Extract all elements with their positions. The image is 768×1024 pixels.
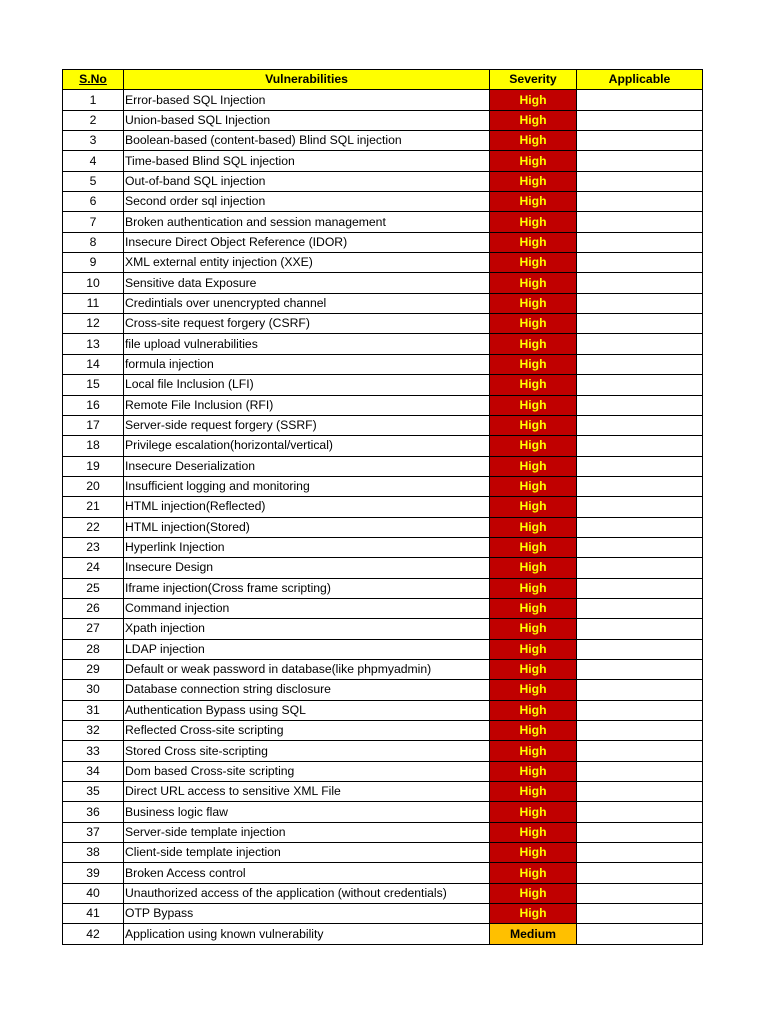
table-row [63,598,703,618]
table-row [63,192,703,212]
applicable-cell[interactable] [577,578,703,598]
vulnerability-cell[interactable]: Cross-site request forgery (CSRF) [124,314,490,334]
severity-cell[interactable]: High [490,659,577,679]
applicable-cell[interactable] [577,680,703,700]
table-row [63,761,703,781]
table-row [63,741,703,761]
severity-cell[interactable]: High [490,476,577,496]
table-row [63,476,703,496]
vulnerability-cell[interactable]: Out-of-band SQL injection [124,171,490,191]
severity-cell[interactable]: High [490,761,577,781]
applicable-cell[interactable] [577,883,703,903]
vulnerability-cell[interactable]: Sensitive data Exposure [124,273,490,293]
table-row [63,436,703,456]
sno-cell[interactable]: 18 [63,436,124,456]
sno-cell[interactable]: 22 [63,517,124,537]
applicable-cell[interactable] [577,110,703,130]
applicable-cell[interactable] [577,476,703,496]
table-row [63,619,703,639]
table-body [63,90,703,944]
severity-cell[interactable]: High [490,354,577,374]
severity-cell[interactable]: High [490,151,577,171]
severity-cell[interactable]: High [490,212,577,232]
vulnerabilities-header[interactable]: Vulnerabilities [124,70,490,90]
table-row [63,558,703,578]
severity-cell[interactable]: High [490,558,577,578]
severity-cell[interactable]: High [490,456,577,476]
sno-cell[interactable]: 5 [63,171,124,191]
applicable-cell[interactable] [577,497,703,517]
applicable-cell[interactable] [577,782,703,802]
header-row [63,70,703,90]
table-row [63,639,703,659]
applicable-cell[interactable] [577,212,703,232]
table-row [63,700,703,720]
severity-cell[interactable]: High [490,680,577,700]
sno-cell[interactable]: 2 [63,110,124,130]
applicable-cell[interactable] [577,456,703,476]
applicable-cell[interactable] [577,822,703,842]
applicable-cell[interactable] [577,334,703,354]
table-row [63,415,703,435]
severity-cell[interactable]: High [490,415,577,435]
severity-cell[interactable]: High [490,293,577,313]
applicable-cell[interactable] [577,131,703,151]
sno-cell[interactable]: 15 [63,375,124,395]
vulnerability-cell[interactable]: Client-side template injection [124,843,490,863]
vulnerability-cell[interactable]: Insufficient logging and monitoring [124,476,490,496]
vulnerability-cell[interactable]: Application using known vulnerability [124,924,490,944]
sno-cell[interactable]: 31 [63,700,124,720]
sno-cell[interactable]: 42 [63,924,124,944]
vulnerability-cell[interactable]: Direct URL access to sensitive XML File [124,782,490,802]
sno-cell[interactable]: 12 [63,314,124,334]
table-row [63,334,703,354]
severity-cell[interactable]: High [490,253,577,273]
sno-cell[interactable]: 7 [63,212,124,232]
sno-cell[interactable]: 25 [63,578,124,598]
vulnerability-cell[interactable]: Local file Inclusion (LFI) [124,375,490,395]
table-row [63,680,703,700]
sno-cell[interactable]: 32 [63,721,124,741]
severity-cell[interactable]: High [490,802,577,822]
applicable-cell[interactable] [577,232,703,252]
applicable-cell[interactable] [577,436,703,456]
table-row [63,517,703,537]
applicable-cell[interactable] [577,517,703,537]
severity-cell[interactable]: High [490,782,577,802]
applicable-cell[interactable] [577,843,703,863]
vulnerability-cell[interactable]: Boolean-based (content-based) Blind SQL injection [124,131,490,151]
table-row [63,456,703,476]
applicable-cell[interactable] [577,354,703,374]
vulnerability-cell[interactable]: Remote File Inclusion (RFI) [124,395,490,415]
sno-cell[interactable]: 28 [63,639,124,659]
table-row [63,293,703,313]
table-row [63,314,703,334]
severity-cell[interactable]: High [490,90,577,110]
sno-cell[interactable]: 37 [63,822,124,842]
vulnerability-cell[interactable]: Unauthorized access of the application (without credentials) [124,883,490,903]
severity-cell[interactable]: High [490,822,577,842]
sno-cell[interactable]: 17 [63,415,124,435]
vulnerability-cell[interactable]: Command injection [124,598,490,618]
applicable-cell[interactable] [577,639,703,659]
table-row [63,212,703,232]
severity-cell[interactable]: High [490,619,577,639]
sno-cell[interactable]: 10 [63,273,124,293]
vulnerability-cell[interactable]: file upload vulnerabilities [124,334,490,354]
applicable-cell[interactable] [577,659,703,679]
vulnerability-cell[interactable]: Broken Access control [124,863,490,883]
severity-cell[interactable]: Medium [490,924,577,944]
applicable-cell[interactable] [577,90,703,110]
sno-header[interactable]: S.No [63,70,124,90]
sno-cell[interactable]: 38 [63,843,124,863]
vulnerability-cell[interactable]: Authentication Bypass using SQL [124,700,490,720]
vulnerability-cell[interactable]: Stored Cross site-scripting [124,741,490,761]
applicable-cell[interactable] [577,924,703,944]
applicable-cell[interactable] [577,598,703,618]
severity-cell[interactable]: High [490,700,577,720]
vulnerability-cell[interactable]: Xpath injection [124,619,490,639]
table-row [63,802,703,822]
applicable-cell[interactable] [577,314,703,334]
vulnerability-cell[interactable]: Dom based Cross-site scripting [124,761,490,781]
table-row [63,110,703,130]
table-row [63,782,703,802]
table-row [63,395,703,415]
table-row [63,904,703,924]
sno-cell[interactable]: 19 [63,456,124,476]
severity-cell[interactable]: High [490,334,577,354]
sno-cell[interactable]: 20 [63,476,124,496]
sno-cell[interactable]: 39 [63,863,124,883]
table-row [63,354,703,374]
sno-cell[interactable]: 23 [63,537,124,557]
vulnerability-cell[interactable]: Default or weak password in database(like phpmyadmin) [124,659,490,679]
applicable-cell[interactable] [577,293,703,313]
applicable-cell[interactable] [577,863,703,883]
vulnerability-cell[interactable]: Credintials over unencrypted channel [124,293,490,313]
applicable-cell[interactable] [577,619,703,639]
table-row [63,131,703,151]
sno-cell[interactable]: 1 [63,90,124,110]
sno-cell[interactable]: 24 [63,558,124,578]
vulnerability-cell[interactable]: Broken authentication and session management [124,212,490,232]
applicable-cell[interactable] [577,537,703,557]
severity-cell[interactable]: High [490,375,577,395]
severity-cell[interactable]: High [490,537,577,557]
vulnerability-cell[interactable]: Insecure Deserialization [124,456,490,476]
severity-cell[interactable]: High [490,863,577,883]
sno-cell[interactable]: 16 [63,395,124,415]
vulnerability-table [62,69,703,945]
sno-cell[interactable]: 40 [63,883,124,903]
sno-cell[interactable]: 11 [63,293,124,313]
vulnerability-cell[interactable]: Business logic flaw [124,802,490,822]
vulnerability-cell[interactable]: LDAP injection [124,639,490,659]
vulnerability-cell[interactable]: Insecure Design [124,558,490,578]
vulnerability-cell[interactable]: Database connection string disclosure [124,680,490,700]
sno-cell[interactable]: 4 [63,151,124,171]
severity-cell[interactable]: High [490,517,577,537]
vulnerability-cell[interactable]: Reflected Cross-site scripting [124,721,490,741]
severity-cell[interactable]: High [490,436,577,456]
applicable-cell[interactable] [577,761,703,781]
sno-cell[interactable]: 41 [63,904,124,924]
vulnerability-cell[interactable]: HTML injection(Reflected) [124,497,490,517]
vulnerability-cell[interactable]: Server-side request forgery (SSRF) [124,415,490,435]
sno-cell[interactable]: 29 [63,659,124,679]
sno-cell[interactable]: 30 [63,680,124,700]
table-row [63,273,703,293]
applicable-cell[interactable] [577,904,703,924]
applicable-cell[interactable] [577,558,703,578]
severity-cell[interactable]: High [490,110,577,130]
table-row [63,883,703,903]
applicable-cell[interactable] [577,700,703,720]
vulnerability-cell[interactable]: Union-based SQL Injection [124,110,490,130]
severity-cell[interactable]: High [490,843,577,863]
table-row [63,578,703,598]
table-row [63,863,703,883]
severity-cell[interactable]: High [490,598,577,618]
severity-cell[interactable]: High [490,639,577,659]
table-row [63,151,703,171]
applicable-header[interactable]: Applicable [577,70,703,90]
sno-cell[interactable]: 21 [63,497,124,517]
vulnerability-cell[interactable]: Insecure Direct Object Reference (IDOR) [124,232,490,252]
severity-cell[interactable]: High [490,192,577,212]
vulnerability-cell[interactable]: Privilege escalation(horizontal/vertical) [124,436,490,456]
sno-cell[interactable]: 33 [63,741,124,761]
applicable-cell[interactable] [577,192,703,212]
vulnerability-cell[interactable]: Second order sql injection [124,192,490,212]
sno-cell[interactable]: 14 [63,354,124,374]
applicable-cell[interactable] [577,415,703,435]
severity-cell[interactable]: High [490,232,577,252]
vulnerability-cell[interactable]: Hyperlink Injection [124,537,490,557]
vulnerability-cell[interactable]: Error-based SQL Injection [124,90,490,110]
sno-cell[interactable]: 6 [63,192,124,212]
severity-header[interactable]: Severity [490,70,577,90]
vulnerability-cell[interactable]: HTML injection(Stored) [124,517,490,537]
table-row [63,924,703,944]
table-row [63,822,703,842]
severity-cell[interactable]: High [490,171,577,191]
applicable-cell[interactable] [577,395,703,415]
applicable-cell[interactable] [577,802,703,822]
severity-cell[interactable]: High [490,395,577,415]
applicable-cell[interactable] [577,741,703,761]
sno-cell[interactable]: 36 [63,802,124,822]
vulnerability-cell[interactable]: XML external entity injection (XXE) [124,253,490,273]
sno-cell[interactable]: 34 [63,761,124,781]
table-row [63,843,703,863]
severity-cell[interactable]: High [490,131,577,151]
sno-cell[interactable]: 27 [63,619,124,639]
sno-cell[interactable]: 35 [63,782,124,802]
severity-cell[interactable]: High [490,578,577,598]
severity-cell[interactable]: High [490,883,577,903]
applicable-cell[interactable] [577,151,703,171]
table-row [63,375,703,395]
sno-cell[interactable]: 8 [63,232,124,252]
severity-cell[interactable]: High [490,314,577,334]
table-row [63,659,703,679]
severity-cell[interactable]: High [490,273,577,293]
sno-cell[interactable]: 26 [63,598,124,618]
vulnerability-cell[interactable]: formula injection [124,354,490,374]
severity-cell[interactable]: High [490,741,577,761]
table-row [63,537,703,557]
sno-cell[interactable]: 13 [63,334,124,354]
table-row [63,232,703,252]
applicable-cell[interactable] [577,273,703,293]
table-row [63,90,703,110]
table-row [63,497,703,517]
table-row [63,721,703,741]
applicable-cell[interactable] [577,171,703,191]
severity-cell[interactable]: High [490,497,577,517]
vulnerability-cell[interactable]: Iframe injection(Cross frame scripting) [124,578,490,598]
vulnerability-cell[interactable]: Server-side template injection [124,822,490,842]
vulnerability-cell[interactable]: OTP Bypass [124,904,490,924]
applicable-cell[interactable] [577,375,703,395]
table-row [63,171,703,191]
applicable-cell[interactable] [577,253,703,273]
vulnerability-cell[interactable]: Time-based Blind SQL injection [124,151,490,171]
severity-cell[interactable]: High [490,904,577,924]
sno-cell[interactable]: 9 [63,253,124,273]
applicable-cell[interactable] [577,721,703,741]
table-row [63,253,703,273]
sno-cell[interactable]: 3 [63,131,124,151]
severity-cell[interactable]: High [490,721,577,741]
